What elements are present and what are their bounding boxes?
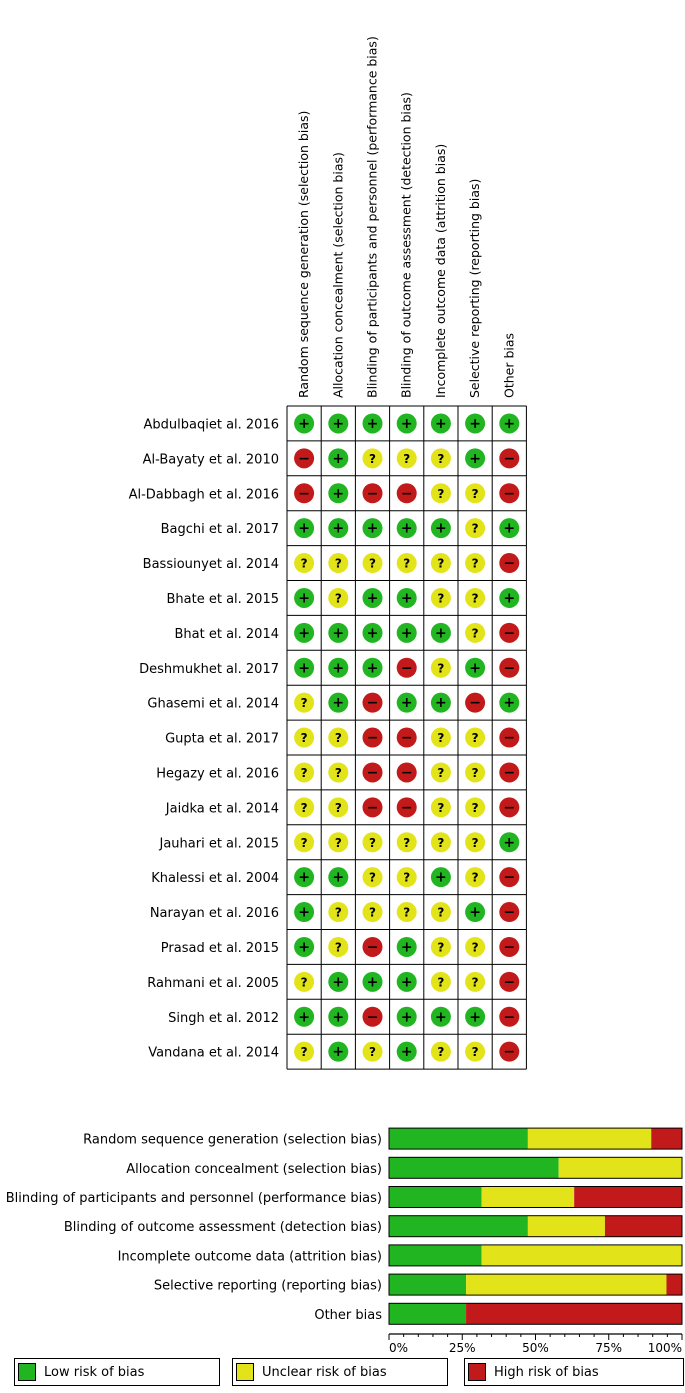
rating-symbol: ? [437,1045,445,1060]
rating-symbol: − [503,764,516,781]
bar-category-label: Selective reporting (reporting bias) [153,1278,382,1294]
rating-symbol: ? [437,835,445,850]
rating-symbol: ? [471,765,479,780]
rating-symbol: + [400,590,413,607]
rating-symbol: − [503,974,516,991]
rating-symbol: ? [300,556,308,571]
legend-label-unclear: Unclear risk of bias [262,1364,387,1380]
legend-item-unclear [232,1358,448,1386]
rating-symbol: − [366,1009,379,1026]
legend-item-low [14,1358,220,1386]
rating-symbol: + [366,660,379,677]
rating-symbol: + [332,485,345,502]
rating-symbol: − [503,869,516,886]
rating-symbol: − [400,799,413,816]
bar-segment-low [389,1157,559,1178]
rating-symbol: − [298,450,310,467]
rating-symbol: − [400,485,413,502]
study-label: Al-Dabbagh et al. 2016 [128,487,279,503]
rating-symbol: ? [369,1045,376,1060]
rating-symbol: ? [334,556,342,571]
rating-symbol: + [400,415,413,432]
rating-symbol: − [503,485,516,502]
study-label: Rahmani et al. 2005 [147,975,279,991]
rating-symbol: ? [403,905,411,920]
rating-symbol: − [503,730,516,747]
rating-symbol: ? [437,800,445,815]
rating-symbol: − [366,764,379,781]
bar-segment-unclear [528,1216,605,1237]
rating-symbol: − [298,485,310,502]
study-label: Bassiounyet al. 2014 [142,557,279,573]
study-label: Khalessi et al. 2004 [151,871,279,887]
study-label: Bagchi et al. 2017 [160,522,279,538]
rating-symbol: ? [437,591,445,606]
column-header-5: Incomplete outcome data (attrition bias) [432,143,448,398]
bar-segment-high [605,1216,682,1237]
rating-symbol: + [366,590,379,607]
study-label: Deshmukhet al. 2017 [139,661,279,677]
rating-symbol: ? [300,696,308,711]
study-label: Jaidka et al. 2014 [165,801,279,817]
rating-symbol: ? [334,905,342,920]
rating-symbol: ? [471,486,479,501]
rating-symbol: + [298,520,310,537]
legend-swatch-unclear [236,1363,254,1381]
rating-symbol: − [503,1044,516,1061]
bar-segment-unclear [482,1245,682,1266]
rating-symbol: ? [471,556,479,571]
rating-symbol: ? [437,940,445,955]
bar-segment-high [651,1128,682,1149]
rating-symbol: ? [471,521,479,536]
rating-symbol: ? [334,731,342,746]
rating-symbol: + [298,869,310,886]
rating-symbol: + [400,695,413,712]
rating-symbol: − [366,695,379,712]
rating-symbol: ? [437,451,445,466]
x-tick-label: 100% [647,1341,682,1355]
rating-symbol: − [503,450,516,467]
bar-segment-unclear [466,1274,666,1295]
rating-symbol: ? [437,486,445,501]
rating-symbol: ? [334,591,342,606]
rating-symbol: + [298,590,310,607]
study-label: Ghasemi et al. 2014 [147,696,279,712]
rating-symbol: ? [437,731,445,746]
bar-segment-high [466,1303,682,1324]
rating-symbol: + [298,1009,310,1026]
risk-of-bias-graph [6,1128,682,1355]
rating-symbol: ? [369,835,376,850]
rating-symbol: + [366,415,379,432]
legend-swatch-low [18,1363,36,1381]
rating-symbol: ? [369,905,376,920]
rating-symbol: ? [471,940,479,955]
rating-symbol: + [435,520,447,537]
rating-symbol: + [332,1044,345,1061]
rating-symbol: + [332,625,345,642]
rating-symbol: − [503,904,516,921]
rating-symbol: + [503,590,516,607]
study-label: Abdulbaqiet al. 2016 [143,417,279,433]
bar-segment-low [389,1274,466,1295]
rating-symbol: ? [437,661,445,676]
rating-symbol: ? [403,451,411,466]
rating-symbol: + [332,869,345,886]
rating-symbol: − [400,730,413,747]
rating-symbol: ? [437,905,445,920]
rating-symbol: ? [471,800,479,815]
rating-symbol: ? [471,1045,479,1060]
rating-symbol: ? [369,556,376,571]
bar-segment-low [389,1303,466,1324]
rating-symbol: + [435,625,447,642]
rating-symbol: + [469,1009,481,1026]
rating-symbol: − [469,695,481,712]
rating-symbol: ? [300,731,308,746]
column-header-4: Blinding of outcome assessment (detection bias) [398,92,414,398]
rating-symbol: − [400,764,413,781]
rating-symbol: + [298,415,310,432]
rating-symbol: ? [471,731,479,746]
rating-symbol: ? [334,835,342,850]
rating-symbol: + [332,1009,345,1026]
study-label: Hegazy et al. 2016 [156,766,279,782]
rating-symbol: ? [300,1045,308,1060]
rating-symbol: − [366,485,379,502]
column-header-2: Allocation concealment (selection bias) [330,152,346,398]
rating-symbol: ? [300,765,308,780]
rating-symbol: − [503,625,516,642]
bar-category-label: Other bias [314,1307,382,1323]
rating-symbol: − [366,730,379,747]
rating-symbol: ? [334,765,342,780]
study-label: Prasad et al. 2015 [160,940,279,956]
x-tick-label: 50% [522,1341,549,1355]
rating-symbol: ? [471,591,479,606]
bar-segment-unclear [482,1187,575,1208]
rating-symbol: + [298,625,310,642]
rating-symbol: + [298,660,310,677]
bar-segment-low [389,1216,528,1237]
rating-symbol: ? [403,556,411,571]
rating-symbol: − [503,1009,516,1026]
legend [14,1358,684,1388]
rating-symbol: ? [471,870,479,885]
legend-item-high [464,1358,684,1386]
rating-symbol: + [332,415,345,432]
rating-symbol: + [400,520,413,537]
rating-symbol: − [503,555,516,572]
rating-symbol: ? [334,800,342,815]
legend-label-low: Low risk of bias [44,1364,145,1380]
column-header-1: Random sequence generation (selection bias) [296,110,312,398]
rating-symbol: + [298,939,310,956]
bar-segment-low [389,1187,482,1208]
rating-symbol: ? [471,975,479,990]
rating-symbol: ? [300,835,308,850]
rating-symbol: + [435,695,447,712]
rating-symbol: + [366,625,379,642]
rating-symbol: ? [471,626,479,641]
study-label: Bhat et al. 2014 [174,626,279,642]
rating-symbol: ? [403,870,411,885]
study-label: Jauhari et al. 2015 [159,836,279,852]
rating-symbol: − [503,660,516,677]
rating-symbol: ? [437,556,445,571]
rating-symbol: ? [437,765,445,780]
rating-symbol: + [400,939,413,956]
rating-symbol: ? [471,835,479,850]
rating-symbol: + [469,904,481,921]
study-label: Al-Bayaty et al. 2010 [142,452,279,468]
rating-symbol: + [435,869,447,886]
rating-symbol: + [332,974,345,991]
bar-segment-high [574,1187,682,1208]
x-tick-label: 75% [595,1341,623,1355]
rating-symbol: + [469,450,481,467]
study-label: Gupta et al. 2017 [165,731,279,747]
bar-segment-low [389,1245,482,1266]
rating-symbol: + [332,695,345,712]
bar-segment-low [389,1128,528,1149]
rating-symbol: + [332,450,345,467]
study-label: Narayan et al. 2016 [149,906,279,922]
rating-symbol: + [503,415,516,432]
rating-symbol: + [435,415,447,432]
rating-symbol: + [332,520,345,537]
rating-symbol: + [503,695,516,712]
rating-symbol: + [400,625,413,642]
rating-symbol: − [366,799,379,816]
bar-category-label: Random sequence generation (selection bias) [83,1132,382,1148]
bar-segment-unclear [559,1157,682,1178]
rating-symbol: ? [403,835,411,850]
rating-symbol: − [503,799,516,816]
rating-symbol: ? [300,975,308,990]
rating-symbol: + [332,660,345,677]
study-label: Bhate et al. 2015 [166,591,279,607]
x-tick-label: 0% [389,1341,409,1355]
rating-symbol: − [366,939,379,956]
rating-symbol: + [503,834,516,851]
bar-category-label: Incomplete outcome data (attrition bias) [117,1249,382,1265]
rating-symbol: − [503,939,516,956]
rating-symbol: + [400,1044,413,1061]
bar-segment-high [666,1274,682,1295]
bar-category-label: Blinding of participants and personnel (performance bias) [5,1191,382,1206]
rating-symbol: ? [300,800,308,815]
risk-of-bias-summary-table [129,36,527,1069]
rating-symbol: + [400,1009,413,1026]
column-header-7: Other bias [501,332,517,398]
legend-label-high: High risk of bias [494,1364,599,1380]
column-header-6: Selective reporting (reporting bias) [467,178,483,398]
legend-swatch-high [468,1363,486,1381]
study-label: Singh et al. 2012 [168,1010,279,1026]
bar-category-label: Allocation concealment (selection bias) [126,1161,382,1177]
rating-symbol: + [469,660,481,677]
bar-segment-unclear [528,1128,651,1149]
rating-symbol: − [400,660,413,677]
rating-symbol: + [366,520,379,537]
bar-category-label: Blinding of outcome assessment (detection bias) [63,1220,382,1236]
study-label: Vandana et al. 2014 [148,1045,279,1061]
rating-symbol: ? [369,451,376,466]
rating-symbol: ? [369,870,376,885]
column-header-3: Blinding of participants and personnel (performance bias) [364,36,380,398]
rating-symbol: ? [334,940,342,955]
rating-symbol: + [400,974,413,991]
rating-symbol: ? [437,975,445,990]
rating-symbol: + [469,415,481,432]
rating-symbol: + [435,1009,447,1026]
rating-symbol: + [503,520,516,537]
rating-symbol: + [366,974,379,991]
rating-symbol: + [298,904,310,921]
x-tick-label: 25% [448,1341,476,1355]
